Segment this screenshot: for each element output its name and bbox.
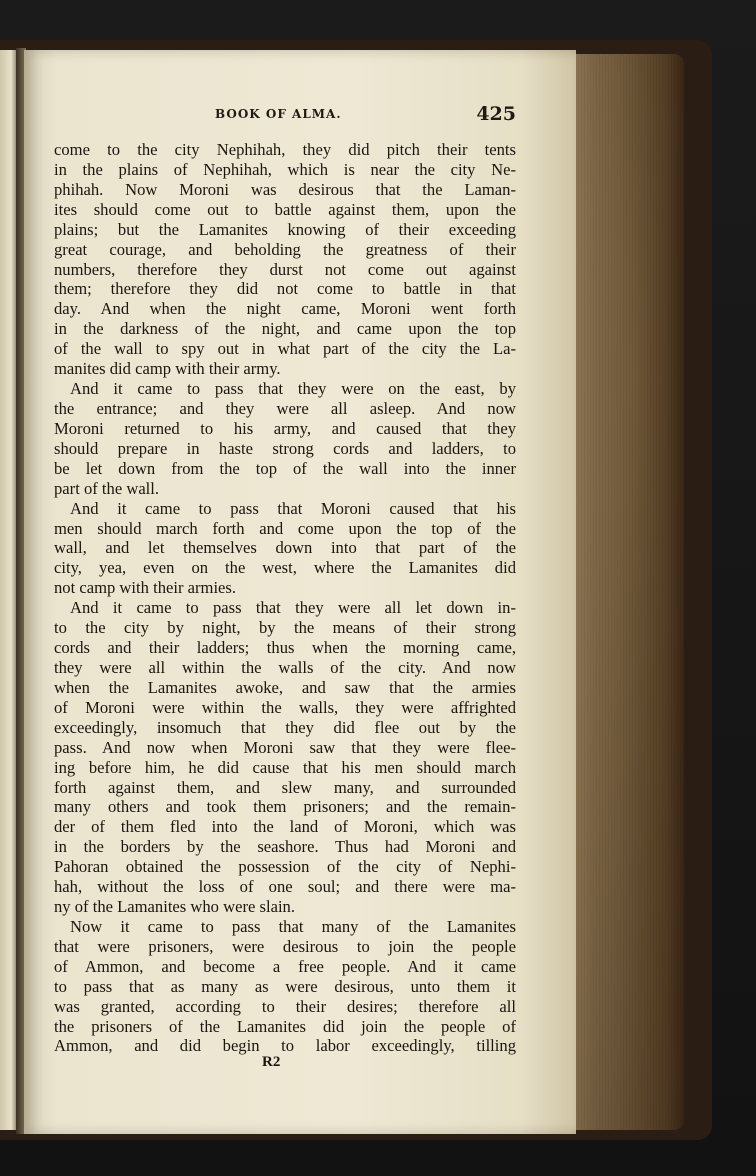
text-line: the entrance; and they were all asleep. And now: [54, 398, 516, 418]
text-line: the prisoners of the Lamanites did join the people of: [54, 1016, 516, 1036]
page-number: 425: [476, 103, 516, 125]
text-line: ing before him, he did cause that his men should march: [54, 757, 516, 777]
text-line: come to the city Nephihah, they did pitch their tents: [54, 140, 516, 159]
text-line: in the plains of Nephihah, which is near the city Ne-: [54, 159, 516, 179]
left-page-edge: [0, 50, 16, 1130]
text-line: men should march forth and come upon the top of the: [54, 518, 516, 538]
body-text: [54, 140, 516, 1056]
text-line: hah, without the loss of one soul; and there were ma-: [54, 877, 516, 897]
text-line: was granted, according to their desires; therefore all: [54, 996, 516, 1016]
text-line: of Ammon, and become a free people. And it came: [54, 956, 516, 976]
text-line: in the borders by the seashore. Thus had Moroni and: [54, 837, 516, 857]
text-line: ites should come out to battle against them, upon the: [54, 199, 516, 219]
text-line: day. And when the night came, Moroni went forth: [54, 299, 516, 319]
text-line: ny of the Lamanites who were slain.: [54, 897, 295, 917]
text-line: Moroni returned to his army, and caused that they: [54, 418, 516, 438]
text-line: numbers, therefore they durst not come out against: [54, 259, 516, 279]
text-line: pass. And now when Moroni saw that they were flee-: [54, 737, 516, 757]
text-line: wall, and let themselves down into that part of the: [54, 538, 516, 558]
text-line: to the city by night, by the means of their strong: [54, 618, 516, 638]
text-line: part of the wall.: [54, 478, 160, 498]
text-line: manites did camp with their army.: [54, 359, 281, 379]
text-line: Pahoran obtained the possession of the city of Nephi-: [54, 857, 516, 877]
text-line: And it came to pass that they were all let down in-: [70, 598, 516, 618]
text-line: plains; but the Lamanites knowing of their exceeding: [54, 219, 516, 239]
text-line: many others and took them prisoners; and the remain-: [54, 797, 516, 817]
text-line: of the wall to spy out in what part of the city the La-: [54, 339, 516, 359]
text-line: cords and their ladders; thus when the morning came,: [54, 638, 516, 658]
text-line: they were all within the walls of the city. And now: [54, 657, 516, 677]
text-line: be let down from the top of the wall into the inner: [54, 458, 516, 478]
text-line: in the darkness of the night, and came upon the top: [54, 319, 516, 339]
text-line: der of them fled into the land of Moroni, which was: [54, 817, 516, 837]
text-line: to pass that as many as were desirous, unto them it: [54, 976, 516, 996]
text-line: phihah. Now Moroni was desirous that the Laman-: [54, 179, 516, 199]
text-line: not camp with their armies.: [54, 578, 237, 598]
text-line: city, yea, even on the west, where the Lamanites did: [54, 558, 516, 578]
text-line: And it came to pass that they were on the east, by: [70, 379, 516, 399]
text-line: when the Lamanites awoke, and saw that the armies: [54, 677, 516, 697]
text-line: should prepare in haste strong cords and ladders, to: [54, 438, 516, 458]
text-line: that were prisoners, were desirous to join the people: [54, 936, 516, 956]
text-line: exceedingly, insomuch that they did flee out by the: [54, 717, 516, 737]
running-head: [60, 103, 520, 127]
text-line: Ammon, and did begin to labor exceedingly, tilling: [54, 1036, 516, 1056]
text-line: great courage, and beholding the greatness of their: [54, 239, 516, 259]
text-line: of Moroni were within the walls, they were affrighted: [54, 697, 516, 717]
signature-mark: R2: [262, 1054, 281, 1070]
running-title: BOOK OF ALMA.: [215, 107, 342, 121]
text-line: them; therefore they did not come to battle in that: [54, 279, 516, 299]
page-fore-edge-shading: [566, 54, 684, 1130]
text-line: Now it came to pass that many of the Lamanites: [70, 916, 516, 936]
text-line: And it came to pass that Moroni caused that his: [70, 498, 516, 518]
text-line: forth against them, and slew many, and surrounded: [54, 777, 516, 797]
